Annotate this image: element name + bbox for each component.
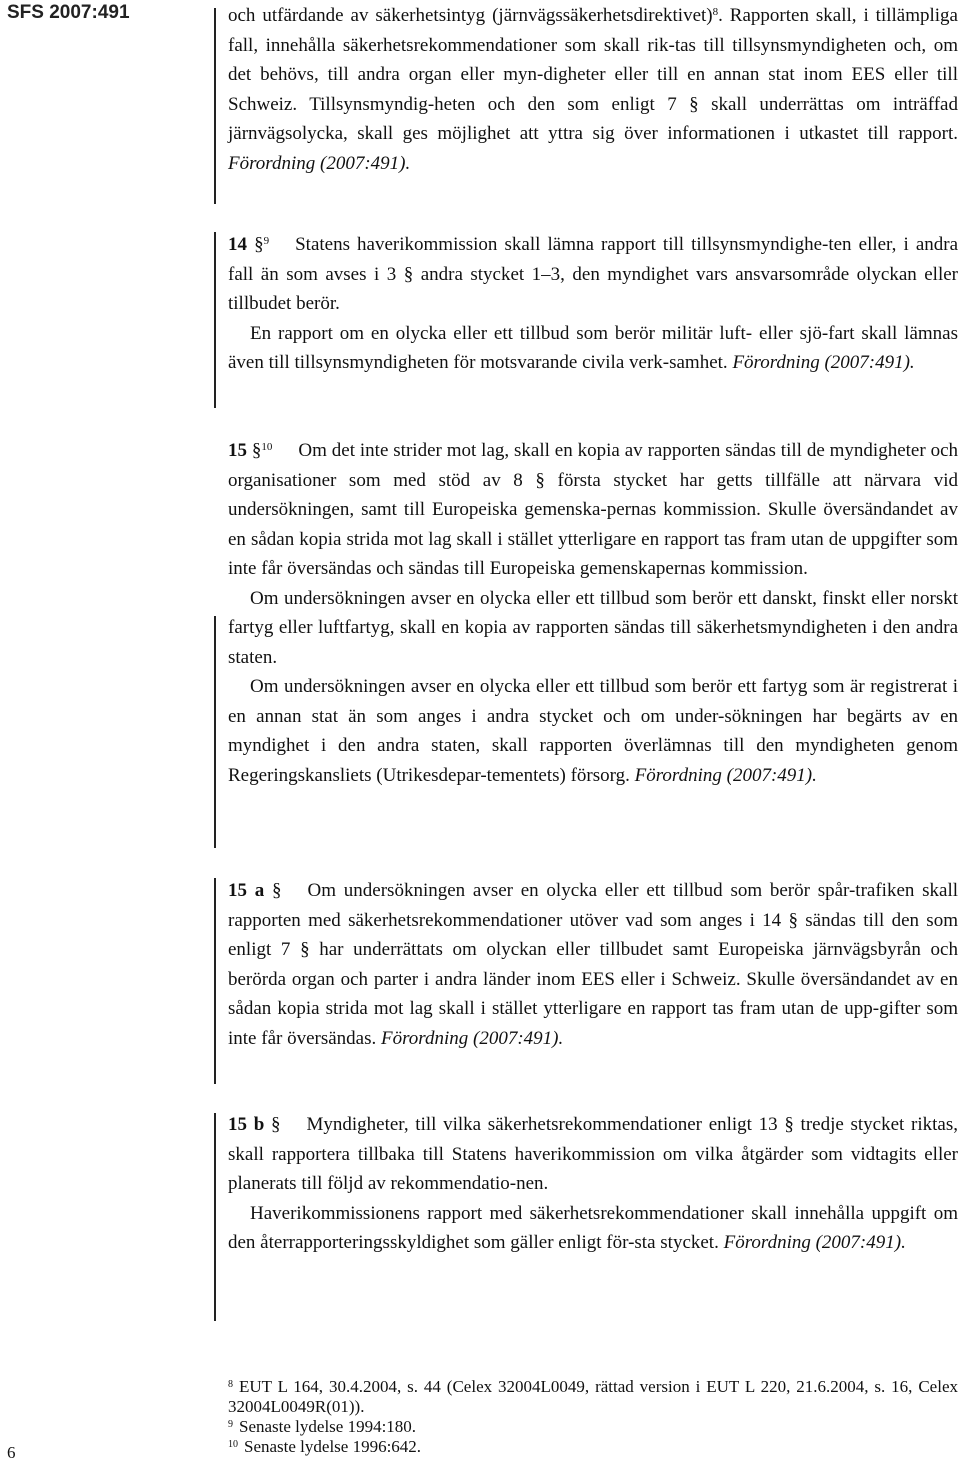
section-sign: § <box>254 234 264 255</box>
change-bar <box>214 878 216 1084</box>
paragraph: och utfärdande av säkerhetsintyg (järnvägssäkerhetsdirektivet)$^8$. Rapporten skall, i tillämpliga fall, innehålla säkerhetsrekommendationer som skall rik-tas till tillsynsmyndigheten och, om det behövs, till andra organ eller myn-digheter eller till en annan stat inom EES eller till Schweiz. Tillsynsmyndig-heten och den som enligt 7 § skall underrättas om inträffad järnvägsolycka, skall ges möjlighet att yttra sig över informationen i utkastet till rapport. Förordning (2007:491). <box>228 5 958 174</box>
paragraph: Om undersökningen avser en olycka eller ett tillbud som berör ett danskt, finskt eller norskt fartyg eller luftfartyg, skall en kopia av rapporten sändas till säkerhetsmyndigheten i den andra staten. <box>228 587 958 668</box>
section-15a <box>228 876 958 1053</box>
paragraph: Om undersökningen avser en olycka eller ett tillbud som berör ett fartyg som är registrerat i en annan stat än som anges i andra stycket och om under-sökningen har begärts av en myndighet i den andra staten, skall rapporten överlämnas till den myndigheten genom Regeringskansliets (Utrikesdepar-tementets) försorg. Förordning (2007:491). <box>228 676 958 786</box>
amendment-ref: Förordning (2007:491). <box>723 1232 906 1253</box>
section-sign: § <box>251 440 262 461</box>
section-15b <box>228 1110 958 1258</box>
footnote: $^{10}$ Senaste lydelse 1996:642. <box>228 1437 422 1456</box>
footnotes <box>228 1377 958 1457</box>
sfs-number: SFS 2007:491 <box>7 2 130 23</box>
paragraph: 15 a § Om undersökningen avser en olycka eller ett tillbud som berör spår-trafiken skall rapporten med säkerhetsrekommendationer utöver vad som anges i 14 § sändas till den som enligt 7 § har underrättats om olyckan eller tillbudet samt Europeiska järnvägsbyrån och berörda organ och parter i andra länder inom EES eller i Schweiz. Skulle översändandet av en sådan kopia strida mot lag skall i stället ytterligare en rapport tas fram utan de upp-gifter som inte får översändas. Förordning (2007:491). <box>228 880 959 1049</box>
footnote-mark: 10 <box>228 1439 238 1450</box>
paragraph: Haverikommissionens rapport med säkerhetsrekommendationer skall innehålla uppgift om den återrapporteringsskyldighet som gäller enligt för-sta stycket. Förordning (2007:491). <box>228 1202 958 1253</box>
footnote-ref: 9 <box>263 235 270 247</box>
section-15 <box>228 436 958 790</box>
change-bar <box>214 8 216 204</box>
footnote-mark: 8 <box>228 1379 233 1390</box>
amendment-ref: Förordning (2007:491). <box>228 152 411 174</box>
footnote-ref: 8 <box>712 6 719 18</box>
section-14 <box>228 230 958 378</box>
section-number: 15 <box>228 440 247 461</box>
change-bar <box>214 1113 216 1321</box>
section-number: 15 a <box>228 880 265 901</box>
section-13-continuation <box>228 1 958 178</box>
section-number: 15 b <box>228 1114 265 1135</box>
change-bar <box>214 232 216 408</box>
paragraph: 15 §$^{10}$ Om det inte strider mot lag, skall en kopia av rapporten sändas till de myndigheter och organisationer som med stöd av 8 § första stycket har getts tillfälle att närvara vid undersökningen, samt till Europeiska gemenska-pernas kommission. Skulle översändandet av en sådan kopia strida mot lag skall i stället ytterligare en rapport tas fram utan de uppgifter som inte får översändas och sändas till Europeiska gemenskapernas kommission. <box>228 440 958 579</box>
amendment-ref: Förordning (2007:491). <box>634 764 817 786</box>
footnote-mark: 9 <box>228 1419 233 1430</box>
paragraph: En rapport om en olycka eller ett tillbud som berör militär luft- eller sjö-fart skall lämnas även till tillsynsmyndigheten för motsvarande civila verk-samhet. Förordning (2007:491). <box>228 322 958 373</box>
page-number: 6 <box>7 1443 16 1462</box>
change-bar <box>214 616 216 848</box>
amendment-ref: Förordning (2007:491). <box>732 352 915 373</box>
paragraph: 14 §$^9$ Statens haverikommission skall lämna rapport till tillsynsmyndighe-ten eller, i andra fall än som avses i 3 § andra stycket 1–3, den myndighet vars ansvarsområde olyckan eller tillbudet berör. <box>228 234 959 314</box>
footnote-ref: 10 <box>261 441 273 453</box>
footnote: $^9$ Senaste lydelse 1994:180. <box>228 1417 417 1436</box>
section-sign: § <box>270 1114 281 1135</box>
section-sign: § <box>272 880 282 901</box>
section-number: 14 <box>228 234 247 255</box>
amendment-ref: Förordning (2007:491). <box>381 1027 564 1049</box>
footnote: $^8$ EUT L 164, 30.4.2004, s. 44 (Celex 32004L0049, rättad version i EUT L 220, 21.6.2004, s. 16, Celex 32004L0049R(01)). <box>228 1377 958 1416</box>
paragraph: 15 b § Myndigheter, till vilka säkerhetsrekommendationer enligt 13 § tredje stycket riktas, skall rapportera tillbaka till Statens haverikommission om vilka åtgärder som vidtagits eller planerats till följd av rekommendatio-nen. <box>228 1114 958 1194</box>
